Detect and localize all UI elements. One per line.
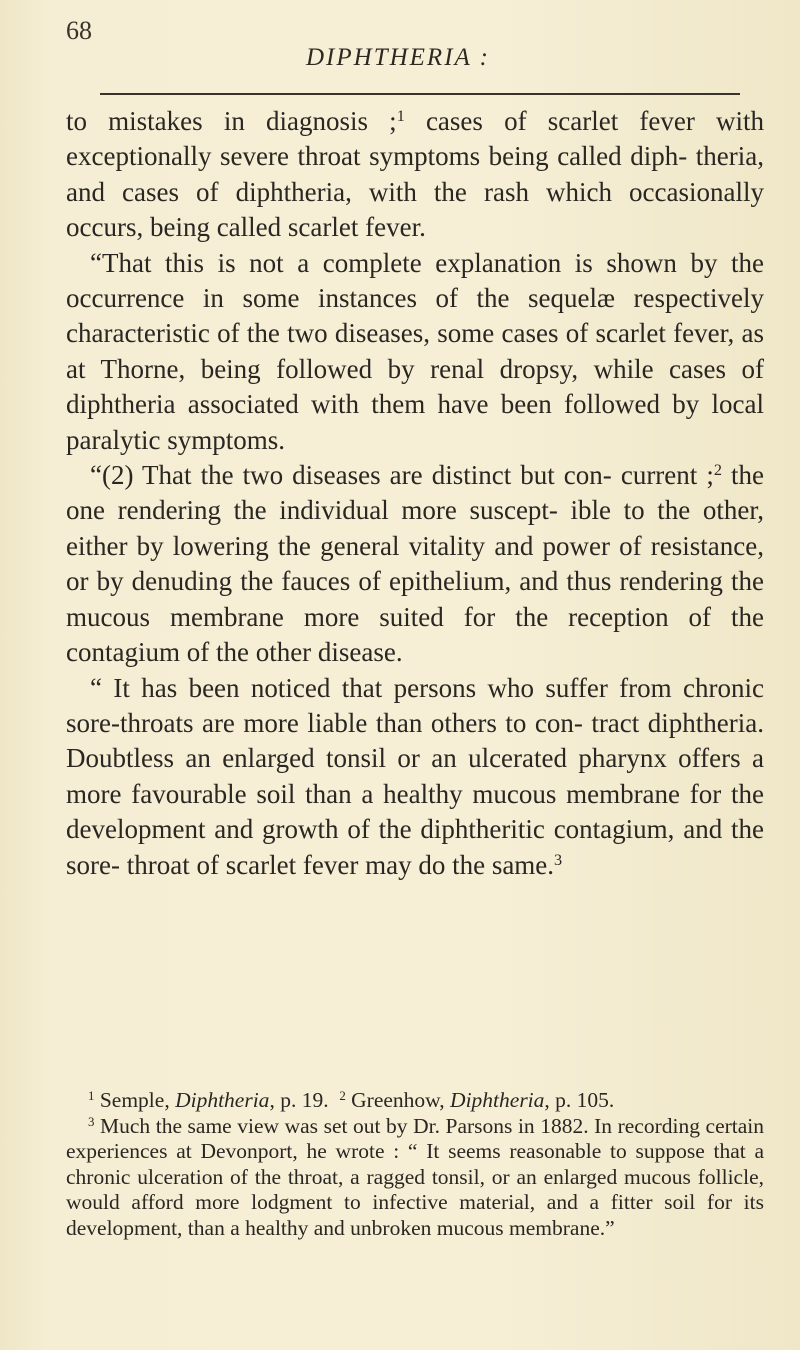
footnotes bbox=[66, 1088, 764, 1241]
footnote-1-title: Diphtheria bbox=[175, 1088, 270, 1112]
footnote-2-marker: 2 bbox=[339, 1088, 346, 1103]
footnote-ref-1: 1 bbox=[396, 107, 405, 126]
footnote-1-author: Semple, bbox=[99, 1088, 176, 1112]
running-title: DIPHTHERIA : bbox=[306, 44, 490, 71]
header-rule bbox=[100, 93, 740, 95]
footnote-2-author: Greenhow, bbox=[351, 1088, 451, 1112]
paragraph-3-text-b: the one rendering the individual more suscept- ible to the other, either by lowering the general vitality and power of resistance, or by denuding the fauces of epithelium, and thus rendering the mucous membrane more suited for the reception of the contagium of the other disease. bbox=[66, 460, 764, 668]
paragraph-4-text: “ It has been noticed that persons who suffer from chronic sore-throats are more liable than others to con- tract diphtheria. Doubtless an enlarged tonsil or an ulcerated pharynx offers a more favourable soil than a healthy mucous membrane for the development and growth of the diphtheritic contagium, and the sore- throat of scarlet fever may do the same. bbox=[66, 672, 764, 880]
paragraph-4 bbox=[66, 671, 764, 883]
footnote-3-marker: 3 bbox=[88, 1114, 95, 1129]
footnotes-1-2 bbox=[66, 1088, 764, 1114]
paragraph-3-text-a: “(2) That the two diseases are distinct but con- current ; bbox=[90, 460, 714, 491]
body-text bbox=[66, 104, 764, 883]
footnote-ref-3: 3 bbox=[554, 850, 563, 869]
footnote-2-page: , p. 105. bbox=[544, 1088, 615, 1112]
paragraph-1-text-b: cases of scarlet fever with exceptionally severe throat symptoms being called diph- theria, and cases of diphtheria, with the rash which occasionally occurs, being called scarlet fever. bbox=[66, 106, 764, 243]
footnote-1-page: , p. 19. bbox=[269, 1088, 329, 1112]
paragraph-1 bbox=[66, 104, 764, 246]
paragraph-2 bbox=[66, 246, 764, 458]
page-number: 68 bbox=[66, 16, 92, 45]
paragraph-2-text: “That this is not a complete explanation is shown by the occurrence in some instances of the sequelæ respectively characteristic of the two diseases, some cases of scarlet fever, as at Thorne, being followed by renal dropsy, while cases of diphtheria associated with them have been followed by local paralytic symptoms. bbox=[66, 247, 764, 455]
footnote-ref-2: 2 bbox=[713, 461, 722, 480]
footnote-3 bbox=[66, 1114, 764, 1242]
footnote-3-text: Much the same view was set out by Dr. Parsons in 1882. In recording certain experiences at Devonport, he wrote : “ It seems reasonable to suppose that a chronic ulceration of the throat, a ragged tonsil, or an enlarged mucous follicle, would afford more lodgment to infective material, and a fitter soil for its development, than a healthy and unbroken mucous membrane.” bbox=[66, 1113, 765, 1240]
footnote-2-title: Diphtheria bbox=[450, 1088, 545, 1112]
paragraph-3 bbox=[66, 458, 764, 670]
paragraph-1-text-a: to mistakes in diagnosis ; bbox=[66, 106, 397, 136]
footnote-1-marker: 1 bbox=[88, 1088, 95, 1103]
